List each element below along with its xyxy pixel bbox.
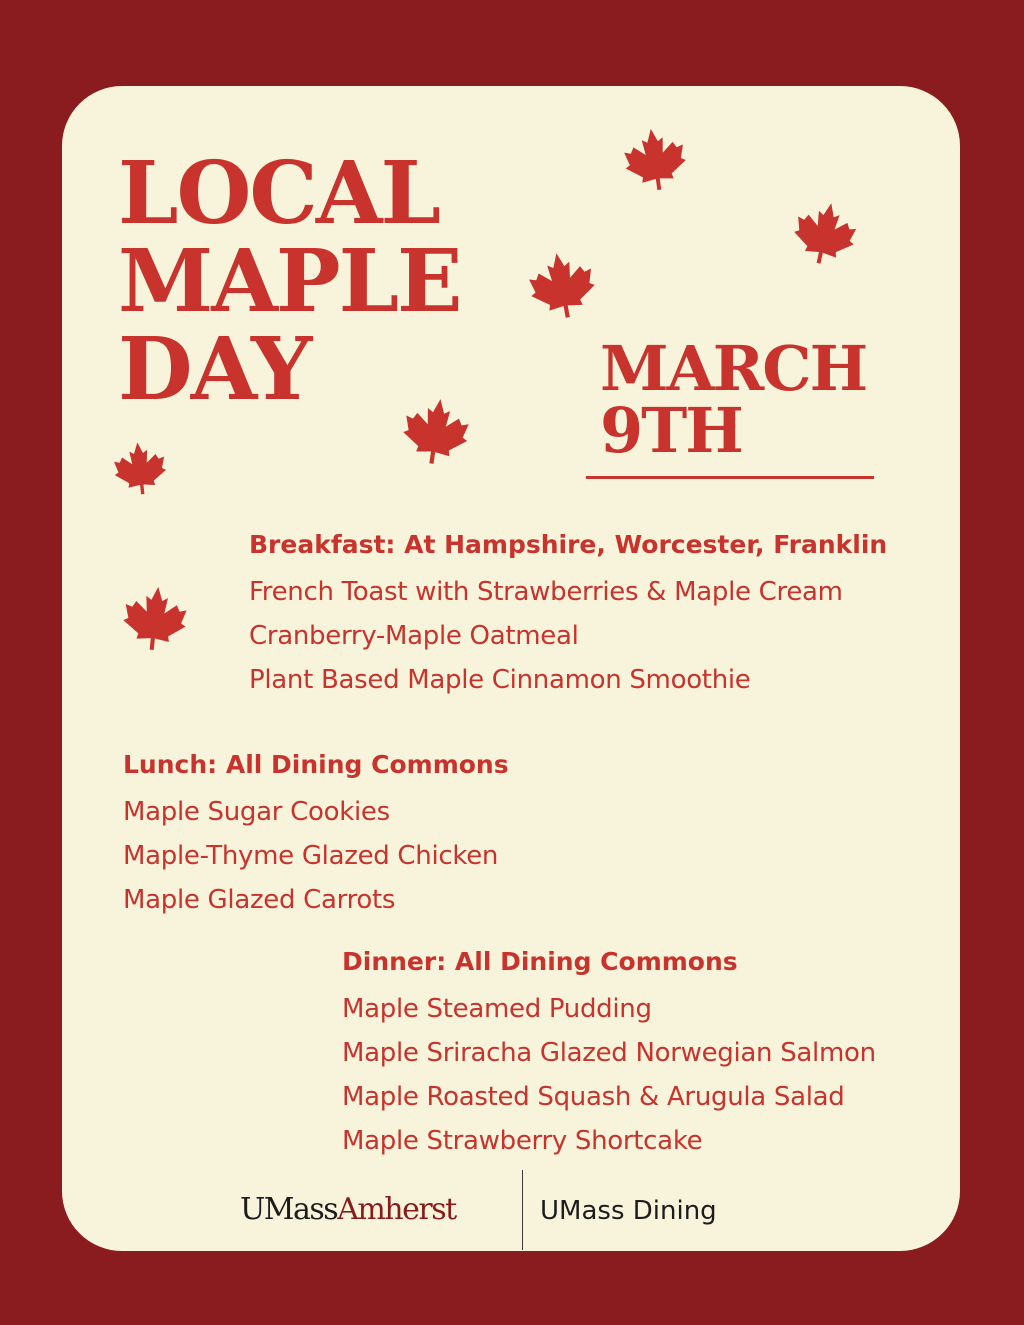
- maple-leaf-icon: [115, 580, 196, 655]
- dinner-section: [342, 945, 876, 1163]
- date-underline: [586, 476, 874, 479]
- menu-item: Maple Steamed Pudding: [342, 994, 652, 1024]
- lunch-heading: Lunch: All Dining Commons: [123, 750, 509, 779]
- menu-item: Maple Sugar Cookies: [123, 797, 390, 827]
- menu-item: Maple Glazed Carrots: [123, 885, 396, 915]
- maple-leaf-icon: [105, 437, 175, 499]
- date-month: MARCH: [600, 332, 867, 405]
- title-line-2: MAPLE: [118, 231, 461, 332]
- menu-item: Cranberry-Maple Oatmeal: [249, 621, 579, 651]
- maple-leaf-icon: [612, 121, 698, 197]
- umass-dining-label: UMass Dining: [540, 1196, 717, 1226]
- lunch-section: [123, 748, 509, 922]
- maple-leaf-icon: [393, 391, 478, 471]
- event-date: [600, 332, 867, 467]
- menu-item: Maple-Thyme Glazed Chicken: [123, 841, 499, 871]
- dinner-heading: Dinner: All Dining Commons: [342, 947, 738, 976]
- menu-item: Maple Roasted Squash & Arugula Salad: [342, 1082, 845, 1112]
- date-day: 9TH: [600, 394, 742, 467]
- title-line-3: DAY: [118, 319, 311, 420]
- breakfast-section: [249, 528, 887, 702]
- logo-amherst: Amherst: [337, 1192, 456, 1227]
- footer-divider: [522, 1170, 523, 1250]
- title-line-1: LOCAL: [118, 143, 440, 244]
- logo-umass: UMass: [240, 1192, 338, 1227]
- breakfast-heading: Breakfast: At Hampshire, Worcester, Franklin: [249, 530, 888, 559]
- menu-item: Maple Sriracha Glazed Norwegian Salmon: [342, 1038, 876, 1068]
- menu-item: Plant Based Maple Cinnamon Smoothie: [249, 665, 751, 695]
- maple-leaf-icon: [518, 244, 605, 326]
- umass-amherst-logo: [240, 1190, 456, 1230]
- menu-item: French Toast with Strawberries & Maple Cream: [249, 577, 843, 607]
- menu-item: Maple Strawberry Shortcake: [342, 1126, 703, 1156]
- event-title: [118, 143, 461, 420]
